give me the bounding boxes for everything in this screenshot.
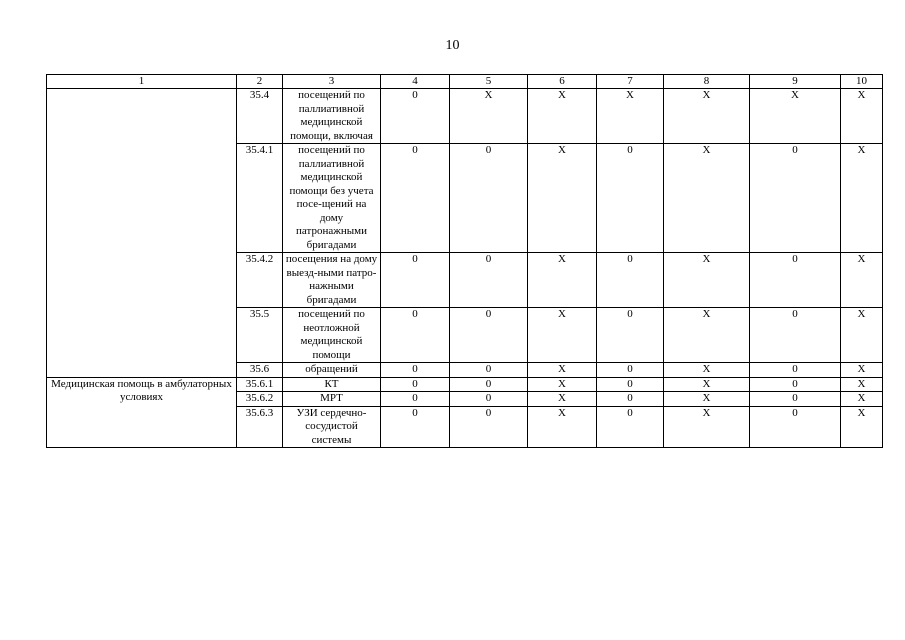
value-cell: Х [841,363,883,378]
value-cell: Х [528,406,597,448]
value-cell: 0 [597,363,664,378]
value-cell: 0 [750,392,841,407]
value-cell: Х [664,392,750,407]
row-name: КТ [283,377,381,392]
value-cell: Х [841,89,883,144]
value-cell: 0 [381,253,450,308]
value-cell: 0 [450,253,528,308]
column-header: 7 [597,75,664,89]
row-name: посещений по паллиативной медицинской помощи, включая [283,89,381,144]
value-cell: Х [841,406,883,448]
empty-group-cell [47,89,237,378]
value-cell: Х [750,89,841,144]
value-cell: Х [841,377,883,392]
value-cell: 0 [381,363,450,378]
column-header: 1 [47,75,237,89]
value-cell: Х [664,253,750,308]
row-name: посещения на дому выезд-ными патро-нажными бригадами [283,253,381,308]
table-row [47,89,883,144]
row-code: 35.5 [237,308,283,363]
value-cell: 0 [597,392,664,407]
row-code: 35.4.2 [237,253,283,308]
column-header: 10 [841,75,883,89]
value-cell: Х [528,253,597,308]
value-cell: Х [450,89,528,144]
header-row [47,75,883,89]
value-cell: 0 [381,392,450,407]
row-name: обращений [283,363,381,378]
column-header: 2 [237,75,283,89]
value-cell: Х [841,144,883,253]
table-row [47,377,883,392]
value-cell: 0 [381,89,450,144]
value-cell: 0 [450,406,528,448]
row-code: 35.6 [237,363,283,378]
row-name: МРТ [283,392,381,407]
value-cell: 0 [750,363,841,378]
column-header: 9 [750,75,841,89]
value-cell: Х [841,308,883,363]
value-cell: Х [664,308,750,363]
column-header: 8 [664,75,750,89]
row-name: посещений по неотложной медицинской помощи [283,308,381,363]
value-cell: Х [664,406,750,448]
value-cell: 0 [450,363,528,378]
column-header: 4 [381,75,450,89]
value-cell: 0 [750,144,841,253]
value-cell: 0 [381,406,450,448]
value-cell: 0 [750,253,841,308]
value-cell: Х [528,377,597,392]
value-cell: 0 [597,406,664,448]
value-cell: 0 [750,406,841,448]
value-cell: Х [664,363,750,378]
group-label: Медицинская помощь в амбулаторных условиях [47,377,237,448]
value-cell: Х [528,89,597,144]
value-cell: 0 [450,377,528,392]
row-code: 35.4.1 [237,144,283,253]
value-cell: Х [841,392,883,407]
value-cell: Х [528,363,597,378]
row-code: 35.6.2 [237,392,283,407]
data-table [46,74,883,448]
row-code: 35.4 [237,89,283,144]
value-cell: Х [597,89,664,144]
column-header: 3 [283,75,381,89]
value-cell: 0 [381,377,450,392]
value-cell: Х [664,144,750,253]
value-cell: Х [664,89,750,144]
value-cell: Х [528,308,597,363]
value-cell: 0 [450,308,528,363]
value-cell: 0 [381,308,450,363]
column-header: 6 [528,75,597,89]
value-cell: 0 [597,308,664,363]
column-header: 5 [450,75,528,89]
value-cell: 0 [750,308,841,363]
page-number: 10 [445,38,460,53]
row-code: 35.6.1 [237,377,283,392]
value-cell: 0 [597,253,664,308]
row-name: УЗИ сердечно-сосудистой системы [283,406,381,448]
value-cell: 0 [381,144,450,253]
value-cell: Х [528,144,597,253]
value-cell: Х [841,253,883,308]
value-cell: 0 [597,144,664,253]
row-code: 35.6.3 [237,406,283,448]
value-cell: 0 [450,392,528,407]
value-cell: Х [528,392,597,407]
value-cell: Х [664,377,750,392]
value-cell: 0 [597,377,664,392]
row-name: посещений по паллиативной медицинской помощи без учета посе-щений на дому патронажными бригадами [283,144,381,253]
value-cell: 0 [750,377,841,392]
value-cell: 0 [450,144,528,253]
